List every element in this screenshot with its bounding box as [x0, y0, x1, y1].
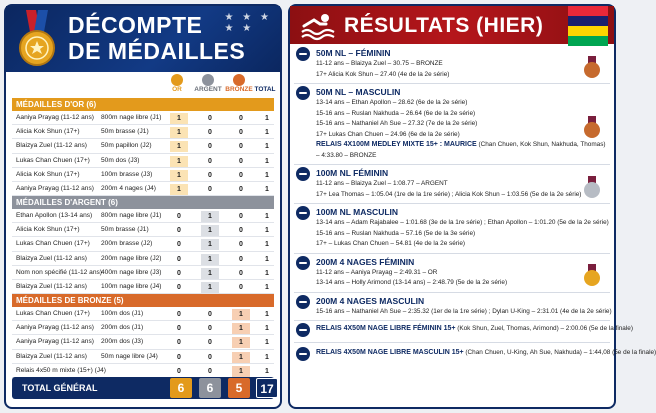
- title-line-1: DÉCOMPTE: [68, 12, 203, 38]
- grand-total-bronze: 5: [228, 378, 250, 398]
- event-name: 800m nage libre (J1): [101, 212, 162, 219]
- relay-title: RELAIS 4X100M MEDLEY MIXTE 15+ : MAURICE: [316, 141, 477, 148]
- event-name: 200m dos (J3): [101, 338, 144, 346]
- count-bronze: 0: [239, 157, 243, 165]
- gold-medal-icon: [584, 264, 600, 286]
- silver-dot-icon: [202, 74, 214, 86]
- event-heading: 100M NL FÉMININ: [316, 168, 389, 178]
- table-row: [12, 168, 274, 182]
- athlete-name: Blaizya Zuel (11-12 ans): [16, 352, 87, 360]
- count-total: 1: [265, 157, 269, 165]
- count-total: 1: [265, 171, 269, 179]
- event-heading: 50M NL – FÉMININ: [316, 48, 391, 58]
- athlete-name: Blaizya Zuel (11-12 ans): [16, 142, 87, 150]
- grand-total-row: [12, 377, 274, 399]
- count-or: 0: [177, 255, 181, 263]
- count-argent: 1: [201, 268, 219, 279]
- event-name: 200m brasse (J2): [101, 240, 153, 248]
- table-row: [12, 350, 274, 364]
- count-argent: 0: [208, 311, 212, 318]
- divider: [294, 342, 610, 343]
- count-argent: 1: [201, 211, 219, 222]
- gold-dot-icon: [171, 74, 183, 86]
- table-row: [12, 139, 274, 153]
- results-panel: [288, 4, 656, 409]
- swim-event-icon: [296, 256, 310, 270]
- count-bronze: 1: [232, 352, 250, 363]
- count-argent: 1: [201, 254, 219, 265]
- divider: [294, 203, 610, 204]
- event-name: 200m 4 nages (J4): [101, 184, 156, 192]
- table-row: [12, 223, 274, 237]
- medal-count-title: [68, 12, 245, 64]
- count-or: 0: [177, 325, 181, 333]
- bronze-medal-icon: [584, 56, 600, 78]
- count-or: 0: [177, 269, 181, 277]
- silver-section-title: MÉDAILLES D'ARGENT (6): [12, 196, 274, 209]
- result-line: 15-16 ans – Ruslan Nakhuda – 57.16 (5e de la 3e série): [316, 229, 476, 237]
- count-argent: 0: [208, 185, 212, 193]
- bronze-section-title: MÉDAILLES DE BRONZE (5): [12, 294, 274, 307]
- count-total: 1: [265, 283, 269, 291]
- count-argent: 0: [208, 157, 212, 165]
- count-argent: 0: [208, 115, 212, 122]
- result-line: 11-12 ans – Blaizya Zuel – 1:08.77 – ARGENT: [316, 180, 448, 187]
- count-bronze: 0: [239, 213, 243, 220]
- swim-event-icon: [296, 86, 310, 100]
- relay-icon: [296, 323, 310, 337]
- count-or: 1: [170, 127, 188, 138]
- event-name: 50m papillon (J2): [101, 142, 152, 150]
- count-total: 1: [265, 255, 269, 263]
- event-heading: 50M NL – MASCULIN: [316, 87, 401, 97]
- grand-total-gold: 6: [170, 378, 192, 398]
- count-argent: 1: [201, 225, 219, 236]
- title-line-2: DE MÉDAILLES: [68, 38, 246, 64]
- table-row: [12, 280, 274, 294]
- event-name: 50m dos (J3): [101, 156, 140, 164]
- count-or: 0: [177, 283, 181, 291]
- event-name: 50m brasse (J1): [101, 226, 149, 234]
- athlete-name: Lukas Chan Chuen (17+): [16, 156, 90, 164]
- result-line: 17+ Lea Thomas – 1:05.04 (1re de la 1re série) ; Alicia Kok Shun – 1:03.56 (5e de la 2e série): [316, 190, 582, 198]
- medal-count-header: [6, 6, 280, 72]
- swimmer-icon: [300, 11, 336, 39]
- count-argent: 0: [208, 367, 212, 375]
- divider: [294, 253, 610, 254]
- result-line: 13-14 ans – Adam Rajabalee – 1:01.68 (3e de la 1re série) ; Ethan Apollon – 1:01.20 (5e de la 2e série): [316, 219, 609, 226]
- count-argent: 1: [201, 239, 219, 250]
- count-or: 1: [170, 113, 188, 124]
- table-row: [12, 335, 274, 349]
- athlete-name: Nom non spécifié (11-12 ans): [16, 268, 103, 276]
- count-argent: 0: [208, 339, 212, 347]
- result-line: 11-12 ans – Blaizya Zuel – 30.75 – BRONZE: [316, 60, 443, 67]
- count-total: 1: [265, 143, 269, 151]
- athlete-name: Aaniya Prayag (11-12 ans): [16, 184, 94, 192]
- gold-section-title: MÉDAILLES D'OR (6): [12, 98, 274, 111]
- count-or: 0: [177, 311, 181, 318]
- col-total: TOTAL: [254, 86, 276, 93]
- count-or: 0: [177, 353, 181, 361]
- stars-decoration: ★ ★ ★ ★ ★: [224, 12, 272, 34]
- table-row: [12, 209, 274, 223]
- count-total: 1: [265, 129, 269, 137]
- count-total: 1: [265, 185, 269, 193]
- relay-names: (Chan Chuen, Kok Shun, Nakhuda, Thomas): [478, 141, 606, 148]
- count-or: 0: [177, 339, 181, 347]
- event-name: 200m dos (J1): [101, 324, 144, 332]
- bronze-medals-section: [12, 294, 274, 378]
- silver-medals-section: [12, 196, 274, 294]
- count-or: 1: [170, 184, 188, 195]
- event-heading: 200M 4 NAGES MASCULIN: [316, 295, 425, 306]
- athlete-name: Alicia Kok Shun (17+): [16, 170, 80, 178]
- table-row: [12, 125, 274, 139]
- count-bronze: 1: [232, 366, 250, 377]
- medal-count-panel: [4, 4, 282, 409]
- table-row: [12, 111, 274, 125]
- divider: [294, 83, 610, 84]
- result-line: 13-14 ans – Holly Arimond (13-14 ans) – 2:48.79 (5e de la 2e série): [316, 279, 508, 286]
- result-line: 17+ – Lukas Chan Chuen – 54.81 (4e de la 2e série): [316, 240, 466, 247]
- event-heading: 100M NL MASCULIN: [316, 207, 399, 217]
- table-row: [12, 307, 274, 321]
- count-or: 0: [177, 241, 181, 249]
- athlete-name: Alicia Kok Shun (17+): [16, 226, 80, 234]
- table-row: [12, 364, 274, 378]
- count-argent: 0: [208, 353, 212, 361]
- result-line: 17+ Alicia Kok Shun – 27.40 (4e de la 2e série): [316, 70, 450, 78]
- athlete-name: Ethan Apollon (13-14 ans): [16, 212, 93, 219]
- gold-medals-section: [12, 98, 274, 196]
- col-argent: ARGENT: [194, 86, 222, 93]
- table-row: [12, 266, 274, 280]
- count-argent: 0: [208, 171, 212, 179]
- count-bronze: 0: [239, 171, 243, 179]
- relay-title: RELAIS 4X50M NAGE LIBRE FÉMININ 15+: [316, 325, 456, 332]
- bronze-medal-icon: [584, 116, 600, 138]
- count-bronze: 0: [239, 129, 243, 137]
- result-line: 15-16 ans – Nathaniel Ah Sue – 27.32 (7e de la 2e série): [316, 120, 478, 127]
- count-bronze: 0: [239, 255, 243, 263]
- grand-total-all: 17: [256, 378, 278, 398]
- count-or: 0: [177, 213, 181, 220]
- event-name: 200m nage libre (J2): [101, 254, 162, 262]
- relay-title: RELAIS 4X50M NAGE LIBRE MASCULIN 15+: [316, 349, 464, 356]
- count-total: 1: [265, 367, 269, 375]
- result-line: 15-16 ans – Nathaniel Ah Sue – 2:35.32 (1er de la 1re série) ; Dylan U-King – 2:31.01 (4e de la 2e série): [316, 307, 612, 315]
- swim-event-icon: [296, 47, 310, 61]
- count-bronze: 0: [239, 241, 243, 249]
- relay-line: [316, 141, 606, 148]
- count-total: 1: [265, 339, 269, 347]
- result-line: 11-12 ans – Aaniya Prayag – 2:49.31 – OR: [316, 268, 438, 276]
- count-bronze: 1: [232, 337, 250, 348]
- athlete-name: Aaniya Prayag (11-12 ans): [16, 324, 94, 332]
- count-bronze: 1: [232, 309, 250, 320]
- grand-total-silver: 6: [199, 378, 221, 398]
- athlete-name: Blaizya Zuel (11-12 ans): [16, 254, 87, 262]
- count-bronze: 0: [239, 269, 243, 277]
- result-line: 17+ Lukas Chan Chuen – 24.96 (6e de la 2e série): [316, 130, 460, 138]
- athlete-name: Blaizya Zuel (11-12 ans): [16, 282, 87, 290]
- athlete-name: Aaniya Prayag (11-12 ans): [16, 338, 94, 346]
- column-headers: [6, 72, 280, 98]
- count-bronze: 0: [239, 283, 243, 291]
- count-or: 1: [170, 156, 188, 167]
- grand-total-label: TOTAL GÉNÉRAL: [22, 383, 98, 393]
- athlete-name: Alicia Kok Shun (17+): [16, 128, 80, 136]
- count-total: 1: [265, 311, 269, 318]
- count-or: 1: [170, 170, 188, 181]
- count-total: 1: [265, 115, 269, 122]
- results-title: RÉSULTATS (HIER): [344, 14, 544, 37]
- result-line: 13-14 ans – Ethan Apollon – 28.62 (6e de la 2e série): [316, 99, 468, 106]
- swim-event-icon: [296, 206, 310, 220]
- event-name: 50m brasse (J1): [101, 128, 149, 136]
- event-name: 100m brasse (J3): [101, 170, 153, 178]
- athlete-name: Lukas Chan Chuen (17+): [16, 240, 90, 248]
- table-row: [12, 237, 274, 251]
- event-name: 100m nage libre (J4): [101, 282, 162, 290]
- event-name: 800m nage libre (J1): [101, 114, 162, 121]
- count-bronze: 0: [239, 185, 243, 193]
- result-line: 15-16 ans – Ruslan Nakhuda – 26.64 (6e de la 2e série): [316, 109, 476, 117]
- count-total: 1: [265, 213, 269, 220]
- athlete-name: Aaniya Prayag (11-12 ans): [16, 114, 94, 121]
- table-row: [12, 252, 274, 266]
- event-name: 50m nage libre (J4): [101, 352, 158, 360]
- event-name: 400m nage libre (J3): [101, 268, 162, 276]
- silver-medal-icon: [584, 176, 600, 198]
- table-row: [12, 182, 274, 196]
- count-argent: 0: [208, 129, 212, 137]
- gold-medal-icon: [14, 10, 60, 68]
- mauritius-flag-icon: [568, 6, 608, 46]
- count-total: 1: [265, 227, 269, 235]
- count-or: 1: [170, 141, 188, 152]
- relay-icon: [296, 347, 310, 361]
- table-row: [12, 154, 274, 168]
- count-argent: 0: [208, 325, 212, 333]
- event-name: 100m dos (J1): [101, 310, 144, 317]
- results-header: [290, 6, 614, 44]
- bronze-dot-icon: [233, 74, 245, 86]
- athlete-name: Relais 4x50 m mixte (15+) (J4): [16, 366, 106, 374]
- count-bronze: 1: [232, 323, 250, 334]
- count-bronze: 0: [239, 115, 243, 122]
- count-total: 1: [265, 269, 269, 277]
- count-total: 1: [265, 353, 269, 361]
- count-bronze: 0: [239, 143, 243, 151]
- relay-line: [316, 325, 633, 332]
- count-argent: 0: [208, 143, 212, 151]
- col-bronze: BRONZE: [225, 86, 253, 93]
- event-heading: 200M 4 NAGES FÉMININ: [316, 256, 415, 267]
- count-or: 0: [177, 367, 181, 375]
- table-row: [12, 321, 274, 335]
- divider: [294, 292, 610, 293]
- col-or: OR: [172, 86, 182, 93]
- swim-event-icon: [296, 295, 310, 309]
- athlete-name: Lukas Chan Chuen (17+): [16, 310, 90, 317]
- count-bronze: 0: [239, 227, 243, 235]
- count-total: 1: [265, 325, 269, 333]
- count-total: 1: [265, 241, 269, 249]
- relay-details: (Kok Shun, Zuel, Thomas, Arimond) – 2:00.06 (5e de la finale): [457, 325, 633, 332]
- relay-result: – 4:33.80 – BRONZE: [316, 151, 377, 159]
- count-argent: 1: [201, 282, 219, 293]
- relay-details: (Chan Chuen, U-King, Ah Sue, Nakhuda) – 1:44,08 (5e de la finale): [465, 349, 656, 356]
- swim-event-icon: [296, 167, 310, 181]
- divider: [294, 164, 610, 165]
- count-or: 0: [177, 227, 181, 235]
- relay-line: [316, 349, 656, 356]
- divider: [294, 320, 610, 321]
